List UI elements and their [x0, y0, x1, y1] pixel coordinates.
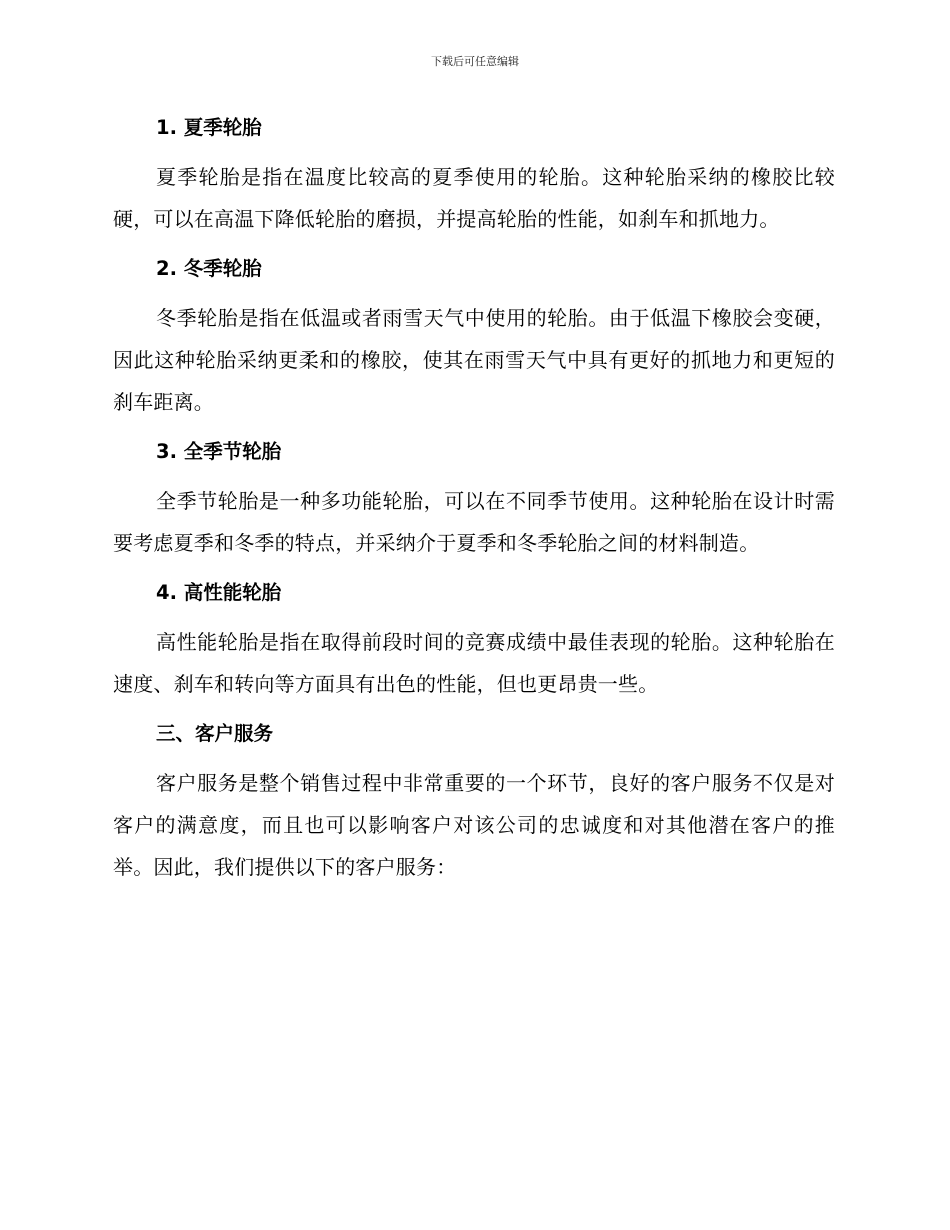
section-heading: 4. 高性能轮胎	[156, 581, 282, 604]
section-paragraph: 客户服务是整个销售过程中非常重要的一个环节，良好的客户服务不仅是对客户的满意度，而且也可以影响客户对该公司的忠诚度和对其他潜在客户的推举。因此，我们提供以下的客户服务：	[113, 771, 835, 879]
section-paragraph: 高性能轮胎是指在取得前段时间的竞赛成绩中最佳表现的轮胎。这种轮胎在速度、刹车和转向等方面具有出色的性能，但也更昂贵一些。	[113, 630, 835, 696]
section-all-season-tires	[113, 432, 835, 564]
section-winter-tires	[113, 249, 835, 423]
section-paragraph: 冬季轮胎是指在低温或者雨雪天气中使用的轮胎。由于低温下橡胶会变硬，因此这种轮胎采纳更柔和的橡胶，使其在雨雪天气中具有更好的抓地力和更短的刹车距离。	[113, 306, 835, 414]
section-summer-tires	[113, 108, 835, 240]
section-performance-tires	[113, 573, 835, 705]
section-heading: 3. 全季节轮胎	[156, 440, 282, 463]
section-heading: 2. 冬季轮胎	[156, 257, 262, 280]
header-note: 下载后可任意编辑	[431, 55, 519, 68]
section-heading: 1. 夏季轮胎	[156, 116, 262, 139]
section-paragraph: 全季节轮胎是一种多功能轮胎，可以在不同季节使用。这种轮胎在设计时需要考虑夏季和冬季的特点，并采纳介于夏季和冬季轮胎之间的材料制造。	[113, 489, 835, 555]
section-customer-service	[113, 714, 835, 888]
section-heading: 三、客户服务	[156, 722, 274, 745]
section-paragraph: 夏季轮胎是指在温度比较高的夏季使用的轮胎。这种轮胎采纳的橡胶比较硬，可以在高温下降低轮胎的磨损，并提高轮胎的性能，如刹车和抓地力。	[113, 165, 835, 231]
document-body	[113, 108, 835, 897]
